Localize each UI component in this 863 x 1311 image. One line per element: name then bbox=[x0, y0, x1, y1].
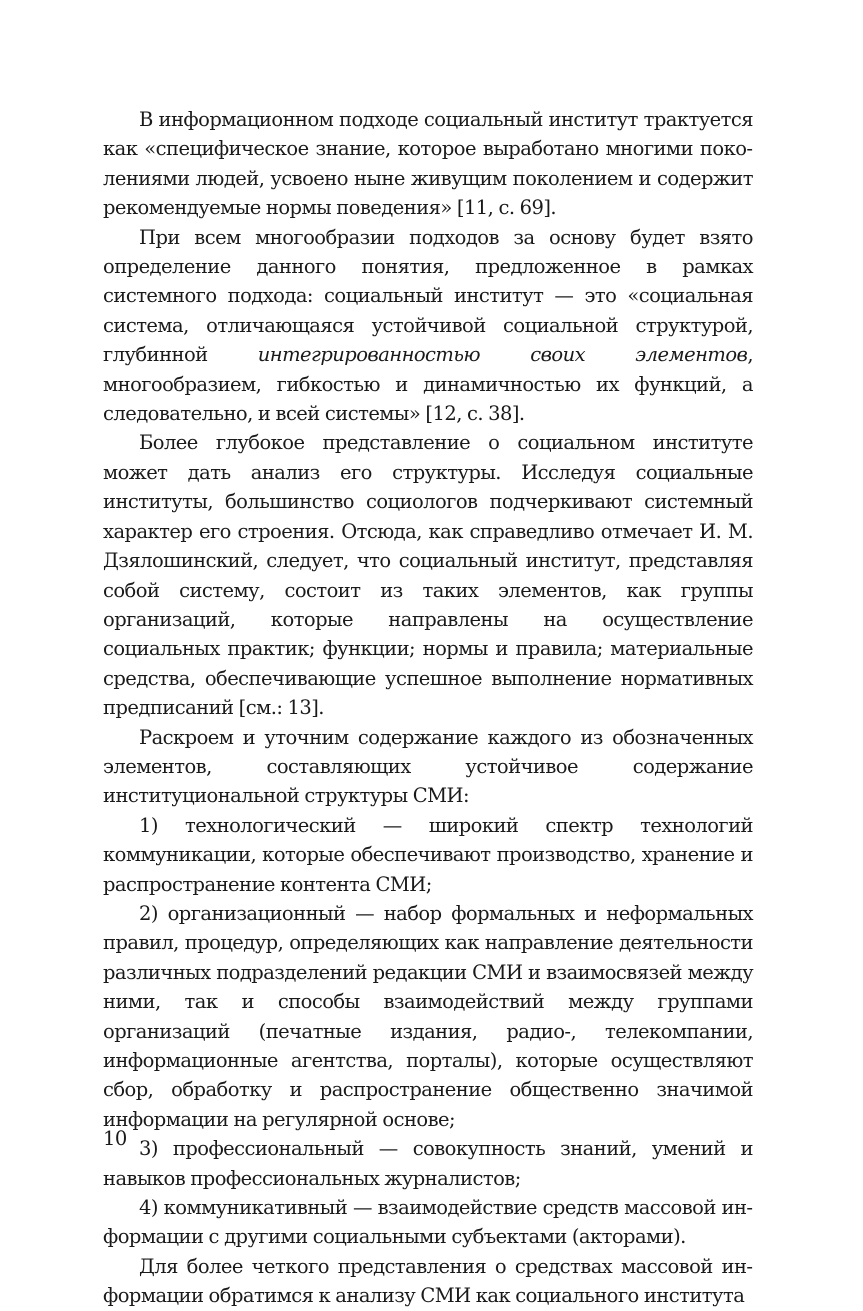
paragraph-systemic-approach bbox=[103, 223, 753, 429]
paragraph-systemic-approach-end: , многообразием, гибкостью и динамичностью их функций, а следовательно, и всей системы» [12, с. 38]. bbox=[103, 343, 753, 426]
paragraph-elements-intro: Раскроем и уточним содержание каждого из обозначенных элементов, составляющих устойчивое содержание институциональной структуры СМИ: bbox=[103, 725, 753, 808]
body-text bbox=[103, 105, 753, 1311]
list-item-communicative: 4) коммуникативный — взаимодействие средств массовой информации с другими социальными субъектами (акторами). bbox=[103, 1196, 753, 1249]
list-item-professional: 3) профессиональный — совокупность знаний, умений и навыков профессиональных журналистов; bbox=[103, 1137, 753, 1190]
paragraph-information-approach: В информационном подходе социальный институт трактуется как «специфическое знание, которое выработано многими поколениями людей, усвоено ныне живущим поколением и содержит рекомендуемые нормы поведения» [11, с. 69]. bbox=[103, 108, 753, 220]
paragraph-continuation: Для более четкого представления о средствах массовой информации обратимся к анализу СМИ как социального института bbox=[103, 1254, 753, 1308]
page-number: 10 bbox=[103, 1127, 127, 1150]
paragraph-structure-analysis: Более глубокое представление о социальном институте может дать анализ его структуры. Исследуя социальные институты, большинство социологов подчеркивают системный характер его строения. Отсюда, как справедливо отмечает И. М. Дзялошинский, следует, что социальный институт, представляя собой систему, состоит из таких элементов, как группы организаций, которые направлены на осуществление социальных практик; функции; нормы и правила; материальные средства, обеспечивающие успешное выполнение нормативных предписаний [см.: 13]. bbox=[103, 431, 753, 720]
list-item-technological: 1) технологический — широкий спектр технологий коммуникации, которые обеспечивают производство, хранение и распространение контента СМИ; bbox=[103, 813, 753, 896]
paragraph-systemic-approach-start: При всем многообразии подходов за основу будет взято определение данного понятия, предложенное в рамках системного подхода: социальный институт — это «социальная система, отличающаяся устойчивой социальной структурой, глубинной bbox=[103, 225, 753, 367]
italic-emphasis: интегрированностью своих элементов bbox=[257, 343, 748, 367]
list-item-organizational: 2) организационный — набор формальных и неформальных правил, процедур, определяющих как направление деятельности различных подразделений редакции СМИ и взаимосвязей между ними, так и способы взаимодействий между группами организаций (печатные издания, радио-, телекомпании, информационные агентства, порталы), которые осуществляют сбор, обработку и распространение общественно значимой информации на регулярной основе; bbox=[103, 901, 753, 1131]
